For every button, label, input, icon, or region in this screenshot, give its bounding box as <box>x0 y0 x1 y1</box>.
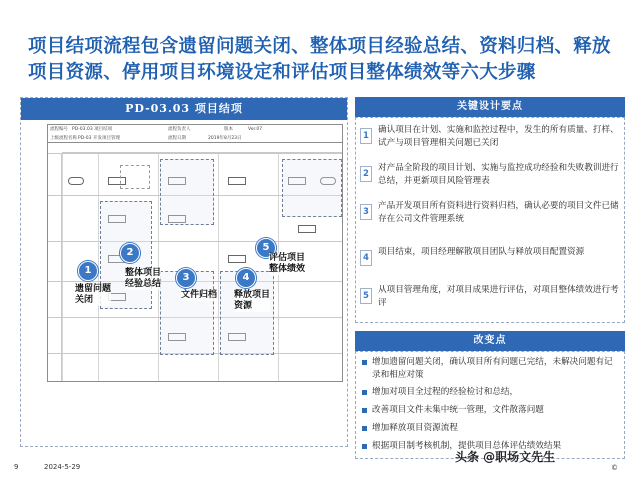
key-point-number: 5 <box>360 288 372 304</box>
key-point-text: 产品开发项目所有资料进行资料归档，确认必要的项目文件已储存在公司文件管理系统 <box>378 201 619 224</box>
change-item <box>362 404 620 417</box>
changes-list <box>355 351 625 459</box>
change-text: 增加释放项目资源流程 <box>372 423 458 433</box>
key-point-text: 从项目管理角度，对项目成果进行评估，对项目整体绩效进行考评 <box>378 285 619 308</box>
meta-label: 流程负责人 <box>168 127 191 132</box>
key-point-text: 项目结束，项目经理解散项目团队与释放项目配置资源 <box>378 247 585 257</box>
process-panel-header: PD-03.03 项目结项 <box>21 98 347 120</box>
step-3-label: 文件归档 <box>181 290 218 300</box>
page-number: 9 <box>14 463 19 471</box>
flow-node <box>228 177 246 185</box>
meta-value: PD-03.03 项目结项 <box>72 127 113 132</box>
swimlane-label <box>48 282 62 317</box>
column-header <box>98 143 158 153</box>
meta-value: PD-03 开发项目管理 <box>78 136 120 141</box>
changes-header: 改变点 <box>355 331 625 351</box>
bullet-icon <box>362 408 367 413</box>
step-highlight-2 <box>160 159 214 225</box>
bullet-icon <box>362 360 367 365</box>
step-1-label-line: 关闭 <box>75 295 94 305</box>
footer-date: 2024-5-29 <box>44 463 81 471</box>
key-points-list <box>355 117 625 323</box>
swimlane-label <box>48 154 62 195</box>
change-text: 根据项目制考核机制，提供项目总体评估绩效结果 <box>372 441 562 451</box>
change-text: 增加对项目全过程的经验检讨和总结， <box>372 387 519 397</box>
page-title: 项目结项流程包含遗留问题关闭、整体项目经验总结、资料归档、释放项目资源、停用项目环境设定和评估项目整体绩效等六大步骤 <box>28 36 611 83</box>
copyright-mark: © <box>611 464 618 472</box>
column-header <box>218 143 278 153</box>
step-2-label-line: 经验总结 <box>125 279 162 289</box>
flow-node <box>298 225 316 233</box>
step-highlight-5 <box>282 159 342 217</box>
bullet-icon <box>362 444 367 449</box>
step-1-label <box>75 284 111 306</box>
step-2-label-line: 整体项目 <box>125 268 162 278</box>
swimlane-label <box>48 196 62 241</box>
change-text: 增加遗留问题关闭，确认项目所有问题已完结，未解决问题有记录和相应对策 <box>372 357 613 380</box>
step-4-label <box>234 290 270 312</box>
change-text: 改善项目文件未集中统一管理，文件散落问题 <box>372 405 544 415</box>
flow-start-node <box>68 177 84 185</box>
column-header <box>62 143 98 153</box>
change-item <box>362 356 620 382</box>
step-5-label-line: 整体绩效 <box>269 264 306 274</box>
step-1-label-line: 遗留问题 <box>75 284 112 294</box>
bullet-icon <box>362 426 367 431</box>
step-4-badge: 4 <box>236 268 256 288</box>
meta-label: 流程编号 <box>50 127 68 132</box>
swimlane <box>48 353 342 382</box>
key-point-text: 确认项目在计划、实施和监控过程中，发生的所有质量、打样、试产与项目管理相关问题已关闭 <box>378 125 619 148</box>
key-point-number: 3 <box>360 204 372 220</box>
meta-label: 版本 <box>224 127 233 132</box>
info-panel <box>355 97 625 451</box>
swimlane-label <box>48 318 62 353</box>
step-3-badge: 3 <box>176 268 196 288</box>
change-item <box>362 386 620 399</box>
step-2-label <box>125 268 161 290</box>
flow-group <box>120 165 150 189</box>
step-4-label-line: 释放项目 <box>234 290 271 300</box>
key-point-number: 2 <box>360 166 372 182</box>
step-5-label-line: 评估项目 <box>269 253 306 263</box>
step-5-badge: 5 <box>256 238 276 258</box>
meta-label: 流程日期 <box>168 136 186 141</box>
key-points-header: 关键设计要点 <box>355 97 625 117</box>
change-item <box>362 422 620 435</box>
meta-value: 2019年8月23日 <box>208 136 242 141</box>
step-2-badge: 2 <box>120 243 140 263</box>
step-1-badge: 1 <box>78 261 98 281</box>
flow-node <box>228 255 246 263</box>
watermark: 头条 @职场文先生 <box>455 450 556 464</box>
meta-value: Ver.07 <box>248 127 263 132</box>
swimlane-label <box>48 242 62 281</box>
flowchart-meta <box>48 125 342 143</box>
key-point-number: 4 <box>360 250 372 266</box>
column-header <box>278 143 343 153</box>
bullet-icon <box>362 390 367 395</box>
swimlane-label <box>48 354 62 382</box>
key-point-number: 1 <box>360 128 372 144</box>
key-point-text: 对产品全阶段的项目计划、实施与监控成功经验和失败教训进行总结，并更新项目风险管理表 <box>378 163 619 186</box>
meta-label: 上级流程名称 <box>50 136 77 141</box>
column-header <box>158 143 218 153</box>
process-panel <box>20 97 348 447</box>
step-4-label-line: 资源 <box>234 301 253 311</box>
step-5-label <box>269 253 305 275</box>
